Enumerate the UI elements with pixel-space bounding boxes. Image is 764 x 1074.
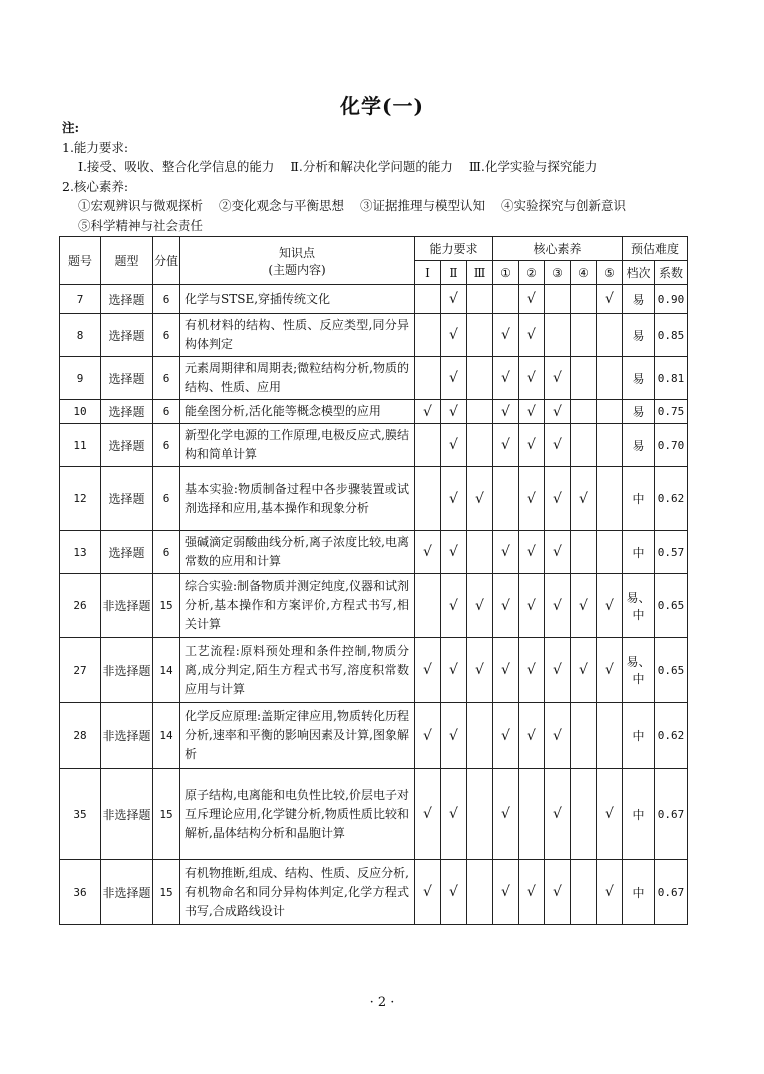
difficulty-coefficient: 0.65 — [655, 574, 688, 638]
literacy-cell-3: √ — [545, 860, 571, 925]
literacy-cell-3: √ — [545, 638, 571, 703]
literacy-cell-5 — [597, 424, 623, 467]
literacy-cell-2: √ — [519, 400, 545, 424]
question-number: 9 — [60, 357, 101, 400]
literacy-cell-3 — [545, 314, 571, 357]
header-knowledge-title: 知识点 — [278, 245, 315, 260]
literacy-cell-1: √ — [493, 638, 519, 703]
literacy-cell-3: √ — [545, 703, 571, 769]
literacy-cell-4: √ — [571, 638, 597, 703]
difficulty-coefficient: 0.57 — [655, 531, 688, 574]
table-row — [60, 285, 688, 314]
difficulty-coefficient: 0.65 — [655, 638, 688, 703]
question-score: 6 — [153, 531, 180, 574]
difficulty-level: 易 — [623, 357, 655, 400]
question-analysis-table — [59, 236, 688, 925]
ability-cell-2: √ — [441, 400, 467, 424]
header-literacy-5: ⑤ — [597, 261, 623, 285]
ability-cell-3 — [467, 357, 493, 400]
literacy-item-3: ③证据推理与模型认知 — [360, 198, 486, 213]
literacy-cell-4 — [571, 400, 597, 424]
knowledge-content: 强碱滴定弱酸曲线分析,离子浓度比较,电离常数的应用和计算 — [180, 531, 415, 574]
literacy-cell-2: √ — [519, 638, 545, 703]
table-body — [60, 285, 688, 925]
ability-heading: 1.能力要求: — [62, 139, 129, 155]
difficulty-coefficient: 0.67 — [655, 769, 688, 860]
literacy-cell-4: √ — [571, 574, 597, 638]
literacy-cell-1: √ — [493, 769, 519, 860]
header-level: 档次 — [623, 261, 655, 285]
difficulty-level: 中 — [623, 703, 655, 769]
knowledge-content: 工艺流程:原料预处理和条件控制,物质分离,成分判定,陌生方程式书写,溶度积常数应用与计算 — [180, 638, 415, 703]
ability-cell-1 — [415, 467, 441, 531]
question-type: 选择题 — [101, 424, 153, 467]
header-difficulty: 预估难度 — [623, 237, 688, 261]
question-score: 6 — [153, 424, 180, 467]
literacy-cell-1: √ — [493, 400, 519, 424]
literacy-cell-5 — [597, 400, 623, 424]
header-number: 题号 — [60, 237, 101, 285]
difficulty-coefficient: 0.62 — [655, 467, 688, 531]
literacy-cell-1 — [493, 285, 519, 314]
difficulty-level: 中 — [623, 531, 655, 574]
literacy-cell-3: √ — [545, 531, 571, 574]
difficulty-level: 易 — [623, 314, 655, 357]
table-row — [60, 314, 688, 357]
literacy-item-5: ⑤科学精神与社会责任 — [78, 217, 204, 233]
difficulty-level: 中 — [623, 769, 655, 860]
literacy-cell-4 — [571, 424, 597, 467]
table-row — [60, 703, 688, 769]
header-score: 分值 — [153, 237, 180, 285]
ability-cell-1: √ — [415, 531, 441, 574]
literacy-cell-1: √ — [493, 574, 519, 638]
knowledge-content: 化学反应原理:盖斯定律应用,物质转化历程分析,速率和平衡的影响因素及计算,图象解析 — [180, 703, 415, 769]
ability-cell-2: √ — [441, 574, 467, 638]
question-score: 6 — [153, 285, 180, 314]
knowledge-content: 能垒图分析,活化能等概念模型的应用 — [180, 400, 415, 424]
question-score: 6 — [153, 314, 180, 357]
literacy-cell-4 — [571, 769, 597, 860]
ability-cell-3 — [467, 860, 493, 925]
difficulty-coefficient: 0.81 — [655, 357, 688, 400]
difficulty-coefficient: 0.90 — [655, 285, 688, 314]
question-number: 27 — [60, 638, 101, 703]
ability-cell-2: √ — [441, 314, 467, 357]
literacy-cell-5 — [597, 531, 623, 574]
ability-cell-2: √ — [441, 467, 467, 531]
literacy-cell-5 — [597, 467, 623, 531]
ability-cell-3: √ — [467, 574, 493, 638]
difficulty-coefficient: 0.75 — [655, 400, 688, 424]
ability-cell-1 — [415, 424, 441, 467]
ability-cell-1 — [415, 574, 441, 638]
ability-cell-3: √ — [467, 467, 493, 531]
knowledge-content: 化学与STSE,穿插传统文化 — [180, 285, 415, 314]
question-type: 选择题 — [101, 531, 153, 574]
literacy-cell-5: √ — [597, 574, 623, 638]
header-type: 题型 — [101, 237, 153, 285]
difficulty-level: 中 — [623, 860, 655, 925]
knowledge-content: 新型化学电源的工作原理,电极反应式,膜结构和简单计算 — [180, 424, 415, 467]
question-type: 选择题 — [101, 285, 153, 314]
literacy-cell-3: √ — [545, 467, 571, 531]
literacy-cell-1: √ — [493, 703, 519, 769]
header-literacy-3: ③ — [545, 261, 571, 285]
literacy-cell-5: √ — [597, 285, 623, 314]
literacy-cell-3: √ — [545, 769, 571, 860]
header-ability-3: Ⅲ — [467, 261, 493, 285]
question-number: 26 — [60, 574, 101, 638]
ability-item-2: Ⅱ.分析和解决化学问题的能力 — [290, 159, 453, 174]
literacy-cell-4 — [571, 860, 597, 925]
literacy-cell-2: √ — [519, 285, 545, 314]
table-row — [60, 638, 688, 703]
literacy-cell-1: √ — [493, 314, 519, 357]
ability-cell-2: √ — [441, 860, 467, 925]
table-row — [60, 424, 688, 467]
difficulty-coefficient: 0.70 — [655, 424, 688, 467]
knowledge-content: 有机材料的结构、性质、反应类型,同分异构体判定 — [180, 314, 415, 357]
literacy-cell-2: √ — [519, 357, 545, 400]
literacy-item-1: ①宏观辨识与微观探析 — [78, 198, 204, 213]
literacy-list-line1 — [62, 196, 638, 216]
ability-cell-2: √ — [441, 769, 467, 860]
notes-label: 注: — [62, 120, 80, 135]
header-literacy: 核心素养 — [493, 237, 623, 261]
ability-cell-1: √ — [415, 769, 441, 860]
ability-list — [62, 157, 638, 177]
literacy-cell-1: √ — [493, 424, 519, 467]
ability-cell-1 — [415, 314, 441, 357]
ability-cell-3 — [467, 424, 493, 467]
question-score: 6 — [153, 467, 180, 531]
question-type: 非选择题 — [101, 860, 153, 925]
question-score: 14 — [153, 703, 180, 769]
question-number: 11 — [60, 424, 101, 467]
knowledge-content: 原子结构,电离能和电负性比较,价层电子对互斥理论应用,化学键分析,物质性质比较和解析,晶体结构分析和晶胞计算 — [180, 769, 415, 860]
literacy-cell-4 — [571, 357, 597, 400]
difficulty-level: 易、中 — [623, 638, 655, 703]
question-number: 35 — [60, 769, 101, 860]
ability-cell-2: √ — [441, 285, 467, 314]
difficulty-level: 易 — [623, 400, 655, 424]
literacy-item-4: ④实验探究与创新意识 — [501, 198, 627, 213]
header-literacy-1: ① — [493, 261, 519, 285]
question-type: 选择题 — [101, 400, 153, 424]
literacy-cell-5 — [597, 703, 623, 769]
ability-item-1: Ⅰ.接受、吸收、整合化学信息的能力 — [78, 159, 275, 174]
literacy-cell-3 — [545, 285, 571, 314]
ability-cell-2: √ — [441, 638, 467, 703]
literacy-cell-2: √ — [519, 574, 545, 638]
literacy-cell-5: √ — [597, 769, 623, 860]
literacy-cell-2: √ — [519, 860, 545, 925]
table-row — [60, 574, 688, 638]
question-number: 36 — [60, 860, 101, 925]
ability-cell-3 — [467, 531, 493, 574]
question-score: 6 — [153, 400, 180, 424]
table-row — [60, 860, 688, 925]
literacy-cell-1: √ — [493, 860, 519, 925]
ability-cell-1 — [415, 285, 441, 314]
literacy-item-2: ②变化观念与平衡思想 — [219, 198, 345, 213]
literacy-cell-4 — [571, 531, 597, 574]
ability-cell-3 — [467, 400, 493, 424]
question-type: 选择题 — [101, 357, 153, 400]
knowledge-content: 基本实验:物质制备过程中各步骤装置或试剂选择和应用,基本操作和现象分析 — [180, 467, 415, 531]
ability-cell-2: √ — [441, 531, 467, 574]
ability-cell-3 — [467, 314, 493, 357]
question-score: 6 — [153, 357, 180, 400]
table-row — [60, 531, 688, 574]
knowledge-content: 综合实验:制备物质并测定纯度,仪器和试剂分析,基本操作和方案评价,方程式书写,相关计算 — [180, 574, 415, 638]
knowledge-content: 有机物推断,组成、结构、性质、反应分析,有机物命名和同分异构体判定,化学方程式书写,合成路线设计 — [180, 860, 415, 925]
literacy-cell-1 — [493, 467, 519, 531]
header-knowledge — [180, 237, 415, 285]
table-row — [60, 357, 688, 400]
header-coef: 系数 — [655, 261, 688, 285]
literacy-cell-2: √ — [519, 314, 545, 357]
question-score: 15 — [153, 574, 180, 638]
ability-cell-3 — [467, 285, 493, 314]
header-ability-2: Ⅱ — [441, 261, 467, 285]
literacy-cell-2: √ — [519, 467, 545, 531]
difficulty-level: 易、中 — [623, 574, 655, 638]
question-score: 15 — [153, 860, 180, 925]
question-type: 非选择题 — [101, 703, 153, 769]
difficulty-coefficient: 0.67 — [655, 860, 688, 925]
question-type: 非选择题 — [101, 574, 153, 638]
knowledge-content: 元素周期律和周期表;微粒结构分析,物质的结构、性质、应用 — [180, 357, 415, 400]
literacy-cell-4 — [571, 703, 597, 769]
literacy-cell-2 — [519, 769, 545, 860]
page-number: · 2 · — [369, 995, 395, 1010]
header-literacy-4: ④ — [571, 261, 597, 285]
literacy-cell-1: √ — [493, 531, 519, 574]
header-knowledge-sub: (主题内容) — [268, 262, 326, 277]
literacy-cell-5 — [597, 314, 623, 357]
ability-cell-1 — [415, 357, 441, 400]
literacy-cell-5 — [597, 357, 623, 400]
header-ability-1: Ⅰ — [415, 261, 441, 285]
ability-cell-1: √ — [415, 860, 441, 925]
ability-cell-1: √ — [415, 638, 441, 703]
ability-cell-1: √ — [415, 703, 441, 769]
literacy-list-line2 — [62, 216, 638, 236]
question-number: 8 — [60, 314, 101, 357]
question-number: 28 — [60, 703, 101, 769]
question-number: 13 — [60, 531, 101, 574]
difficulty-coefficient: 0.85 — [655, 314, 688, 357]
literacy-cell-2: √ — [519, 531, 545, 574]
literacy-cell-3: √ — [545, 357, 571, 400]
literacy-cell-3: √ — [545, 574, 571, 638]
ability-cell-2: √ — [441, 357, 467, 400]
question-number: 10 — [60, 400, 101, 424]
literacy-cell-4 — [571, 285, 597, 314]
header-literacy-2: ② — [519, 261, 545, 285]
ability-cell-1: √ — [415, 400, 441, 424]
question-score: 14 — [153, 638, 180, 703]
ability-item-3: Ⅲ.化学实验与探究能力 — [468, 159, 598, 174]
literacy-heading: 2.核心素养: — [62, 178, 129, 194]
ability-cell-2: √ — [441, 703, 467, 769]
ability-cell-3: √ — [467, 638, 493, 703]
difficulty-coefficient: 0.62 — [655, 703, 688, 769]
table-row — [60, 467, 688, 531]
literacy-cell-3: √ — [545, 400, 571, 424]
difficulty-level: 易 — [623, 285, 655, 314]
table-row — [60, 769, 688, 860]
question-number: 12 — [60, 467, 101, 531]
question-type: 选择题 — [101, 467, 153, 531]
table-row — [60, 400, 688, 424]
literacy-cell-1: √ — [493, 357, 519, 400]
question-number: 7 — [60, 285, 101, 314]
literacy-cell-3: √ — [545, 424, 571, 467]
ability-cell-3 — [467, 703, 493, 769]
literacy-cell-2: √ — [519, 424, 545, 467]
difficulty-level: 中 — [623, 467, 655, 531]
literacy-cell-4 — [571, 314, 597, 357]
question-type: 非选择题 — [101, 769, 153, 860]
notes-section — [62, 118, 638, 235]
literacy-cell-5: √ — [597, 638, 623, 703]
question-score: 15 — [153, 769, 180, 860]
page-title: 化学(一) — [340, 94, 424, 118]
ability-cell-3 — [467, 769, 493, 860]
header-ability: 能力要求 — [415, 237, 493, 261]
ability-cell-2: √ — [441, 424, 467, 467]
literacy-cell-5: √ — [597, 860, 623, 925]
question-type: 非选择题 — [101, 638, 153, 703]
question-type: 选择题 — [101, 314, 153, 357]
literacy-cell-4: √ — [571, 467, 597, 531]
difficulty-level: 易 — [623, 424, 655, 467]
literacy-cell-2: √ — [519, 703, 545, 769]
